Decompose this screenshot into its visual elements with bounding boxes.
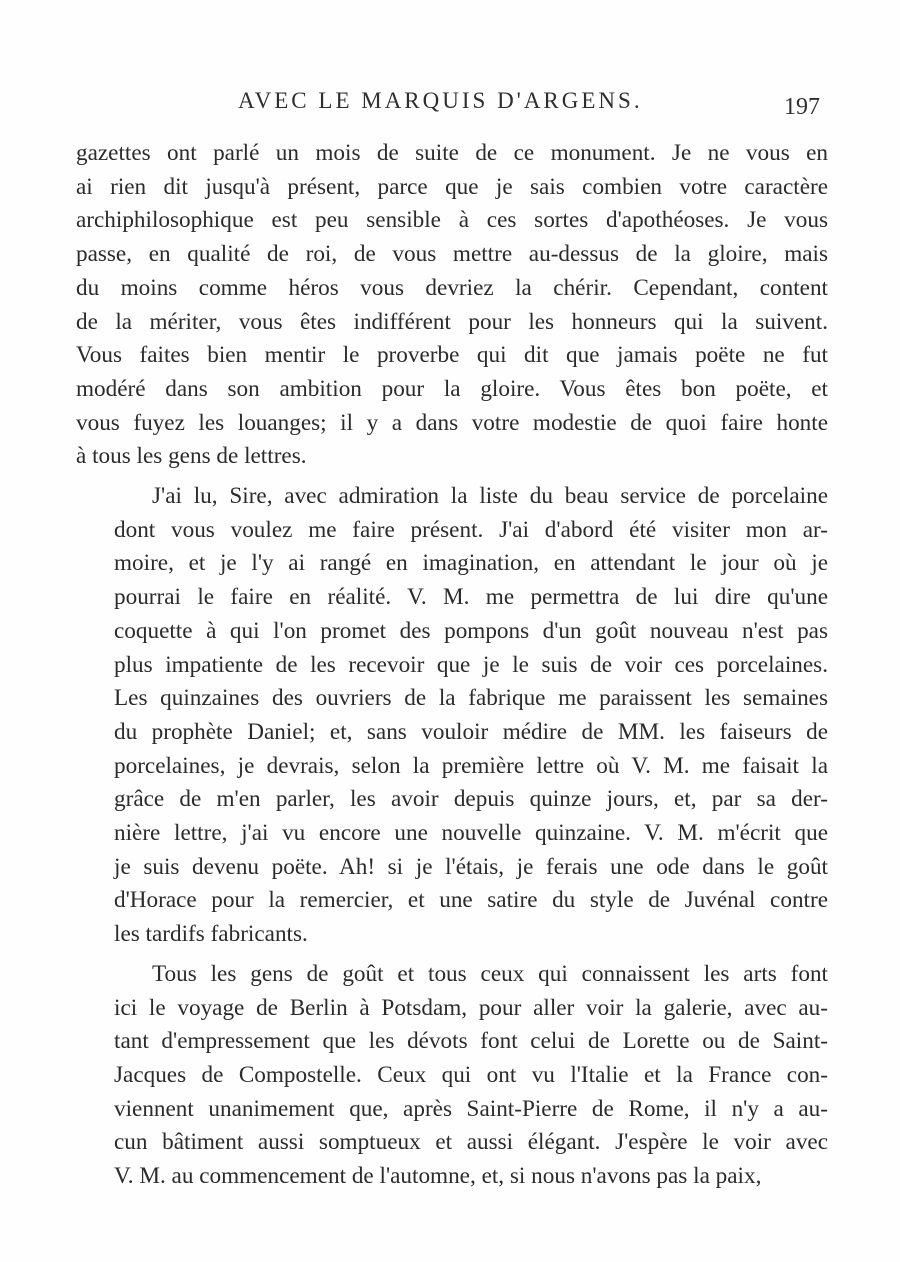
text-line: passe, en qualité de roi, de vous mettre au-dessus de la gloire, mais: [76, 241, 828, 268]
text-line: grâce de m'en parler, les avoir depuis quinze jours, et, par sa der-: [114, 786, 828, 813]
text-line: dont vous voulez me faire présent. J'ai d'abord été visiter mon ar-: [114, 516, 828, 543]
paragraph-2: [76, 480, 828, 952]
body-text: [76, 137, 828, 1194]
text-line: nière lettre, j'ai vu encore une nouvelle quinzaine. V. M. m'écrit que: [114, 820, 828, 847]
text-line: ai rien dit jusqu'à présent, parce que je sais combien votre caractère: [76, 173, 828, 200]
text-line: pourrai le faire en réalité. V. M. me permettra de lui dire qu'une: [114, 584, 828, 611]
text-line: tant d'empressement que les dévots font celui de Lorette ou de Saint-: [114, 1028, 828, 1055]
text-line: gazettes ont parlé un mois de suite de ce monument. Je ne vous en: [76, 140, 828, 166]
text-line: je suis devenu poëte. Ah! si je l'étais, je ferais une ode dans le goût: [114, 853, 828, 880]
text-line: moire, et je l'y ai rangé en imagination, en attendant le jour où je: [114, 550, 828, 577]
text-line: les tardifs fabricants.: [114, 921, 308, 948]
text-line: du prophète Daniel; et, sans vouloir médire de MM. les faiseurs de: [114, 718, 828, 745]
text-line: J'ai lu, Sire, avec admiration la liste du beau service de porcelaine: [152, 483, 828, 510]
text-line: archiphilosophique est peu sensible à ces sortes d'apothéoses. Je vous: [76, 207, 828, 234]
page-header: [0, 88, 900, 122]
text-line: cun bâtiment aussi somptueux et aussi élégant. J'espère le voir avec: [114, 1129, 828, 1156]
text-line: Vous faites bien mentir le proverbe qui dit que jamais poëte ne fut: [76, 342, 828, 369]
text-line: modéré dans son ambition pour la gloire. Vous êtes bon poëte, et: [76, 375, 828, 402]
text-line: du moins comme héros vous devriez la chérir. Cependant, content: [76, 274, 828, 301]
text-line: de la mériter, vous êtes indifférent pour les honneurs qui la suivent.: [76, 308, 828, 335]
text-line: Jacques de Compostelle. Ceux qui ont vu l'Italie et la France con-: [114, 1061, 828, 1088]
paragraph-3: [76, 958, 828, 1194]
text-line: V. M. au commencement de l'automne, et, si nous n'avons pas la paix,: [114, 1163, 762, 1190]
page-number: 197: [784, 94, 820, 120]
text-line: Tous les gens de goût et tous ceux qui connaissent les arts font: [152, 960, 828, 987]
paragraph-1: [76, 137, 828, 474]
text-line: ici le voyage de Berlin à Potsdam, pour aller voir la galerie, avec au-: [114, 994, 828, 1021]
text-line: coquette à qui l'on promet des pompons d'un goût nouveau n'est pas: [114, 617, 828, 644]
text-line: plus impatiente de les recevoir que je le suis de voir ces porcelaines.: [114, 651, 828, 678]
text-line: vous fuyez les louanges; il y a dans votre modestie de quoi faire honte: [76, 409, 828, 436]
running-title: AVEC LE MARQUIS D'ARGENS.: [238, 88, 643, 113]
text-line: d'Horace pour la remercier, et une satire du style de Juvénal contre: [114, 887, 828, 914]
text-line: porcelaines, je devrais, selon la première lettre où V. M. me faisait la: [114, 752, 828, 779]
text-line: Les quinzaines des ouvriers de la fabrique me paraissent les semaines: [114, 685, 828, 712]
text-line: à tous les gens de lettres.: [76, 443, 307, 470]
text-line: viennent unanimement que, après Saint-Pierre de Rome, il n'y a au-: [114, 1095, 828, 1122]
